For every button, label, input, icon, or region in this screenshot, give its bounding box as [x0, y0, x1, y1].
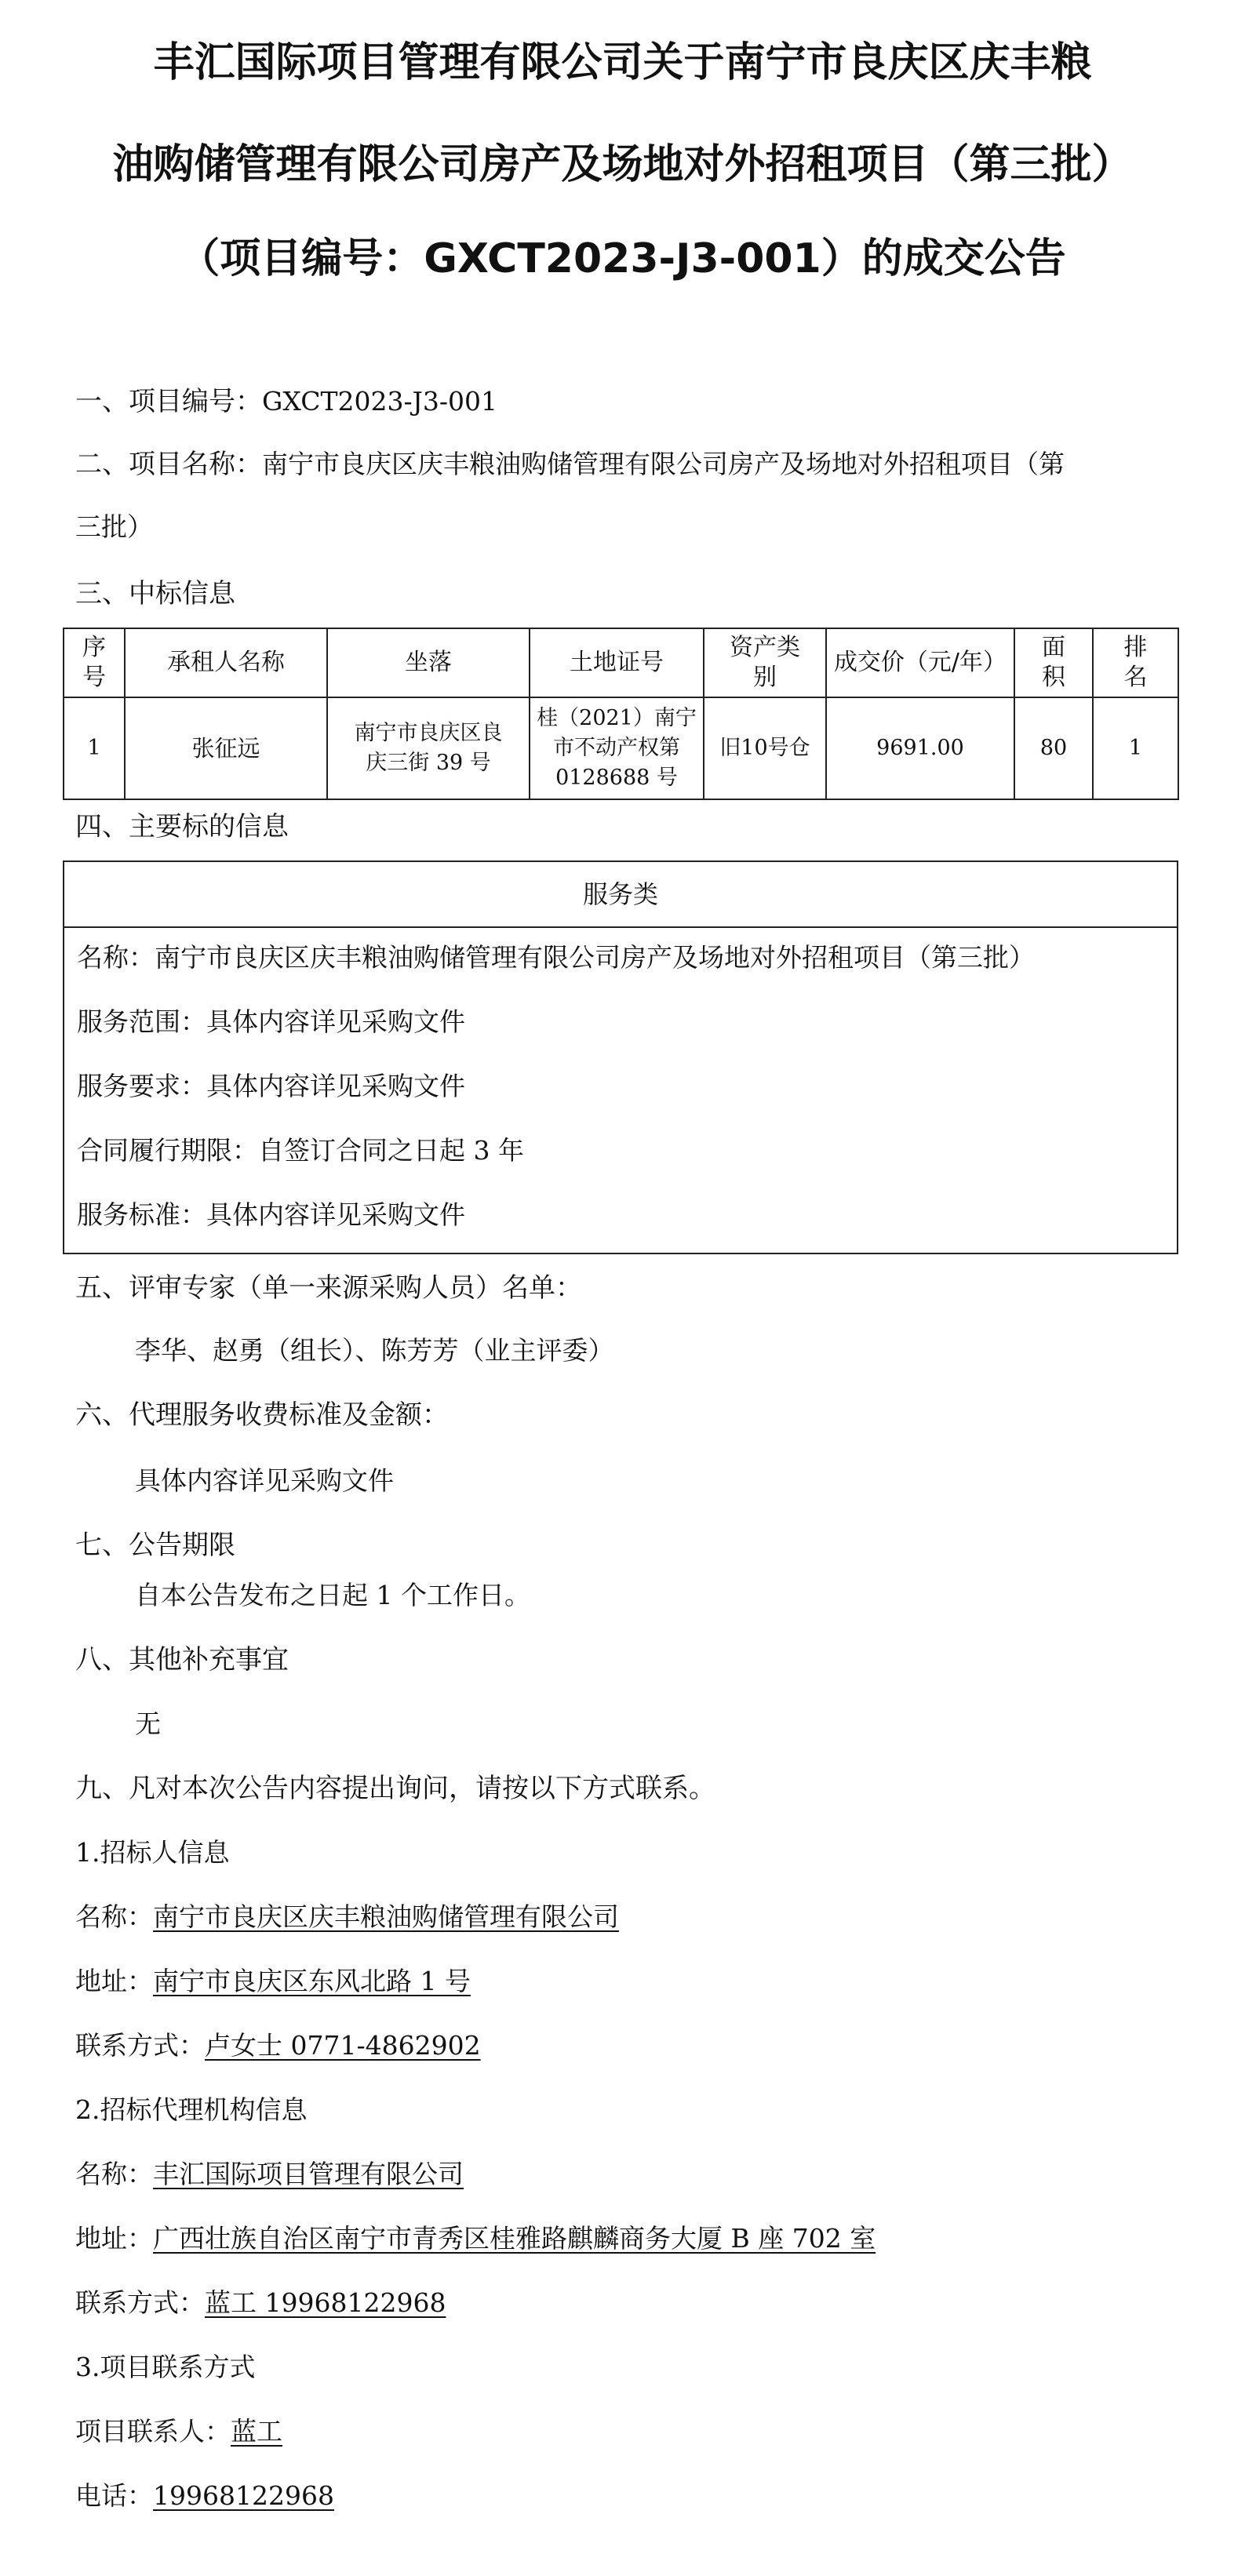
experts-list: 李华、赵勇（组长）、陈芳芳（业主评委） [135, 1335, 614, 1366]
notice-period-value: 自本公告发布之日起 1 个工作日。 [135, 1580, 530, 1610]
col-lessee: 承租人名称 [125, 628, 327, 697]
project-name-value-2: 三批） [75, 511, 153, 542]
tenderer-address: 南宁市良庆区东风北路 1 号 [153, 1966, 471, 1996]
award-table [63, 628, 1179, 800]
project-person-row: 项目联系人：蓝工 [75, 2416, 282, 2447]
cell-price: 9691.00 [826, 697, 1014, 799]
col-asset-type: 资产类 别 [704, 628, 826, 697]
cell-area: 80 [1014, 697, 1093, 799]
tenderer-contact: 卢女士 0771-4862902 [205, 2030, 481, 2061]
main-subject-heading: 四、主要标的信息 [75, 811, 289, 842]
contact-heading: 九、凡对本次公告内容提出询问，请按以下方式联系。 [75, 1773, 715, 1804]
cell-location: 南宁市良庆区良 庆三街 39 号 [327, 697, 530, 799]
cell-lessee: 张征远 [125, 697, 327, 799]
subject-line-name: 名称：南宁市良庆区庆丰粮油购储管理有限公司房产及场地对外招租项目（第三批） [77, 942, 1035, 973]
agency-fee-value: 具体内容详见采购文件 [135, 1465, 394, 1496]
col-area: 面 积 [1014, 628, 1093, 697]
cell-asset-type: 旧10号仓 [704, 697, 826, 799]
col-location: 坐落 [327, 628, 530, 697]
title-line-2: 油购储管理有限公司房产及场地对外招租项目（第三批） [112, 141, 1133, 188]
cell-seq: 1 [64, 697, 125, 799]
subject-box-title: 服务类 [64, 862, 1177, 928]
cell-land-cert: 桂（2021）南宁 市不动产权第 0128688 号 [530, 697, 704, 799]
title-line-3: （项目编号：GXCT2023-J3-001）的成交公告 [179, 235, 1066, 282]
notice-period-heading: 七、公告期限 [75, 1530, 235, 1561]
col-land-cert: 土地证号 [530, 628, 704, 697]
col-rank: 排 名 [1093, 628, 1178, 697]
tenderer-name-row: 名称：南宁市良庆区庆丰粮油购储管理有限公司 [75, 1901, 619, 1932]
tenderer-address-row: 地址：南宁市良庆区东风北路 1 号 [75, 1966, 471, 1996]
agent-name: 丰汇国际项目管理有限公司 [153, 2159, 464, 2189]
subject-line-requirement: 服务要求：具体内容详见采购文件 [77, 1071, 465, 1101]
agent-contact: 蓝工 19968122968 [205, 2287, 446, 2318]
project-number-row [75, 384, 497, 419]
agent-contact-row: 联系方式：蓝工 19968122968 [75, 2287, 446, 2318]
agent-address: 广西壮族自治区南宁市青秀区桂雅路麒麟商务大厦 B 座 702 室 [153, 2223, 876, 2254]
subject-line-term: 合同履行期限：自签订合同之日起 3 年 [77, 1135, 524, 1166]
project-name-value-1: 南宁市良庆区庆丰粮油购储管理有限公司房产及场地对外招租项目（第 [262, 449, 1065, 479]
subject-line-standard: 服务标准：具体内容详见采购文件 [77, 1199, 465, 1230]
agent-info-heading: 2.招标代理机构信息 [75, 2094, 308, 2125]
project-phone-row: 电话：19968122968 [75, 2480, 334, 2511]
agent-name-row: 名称：丰汇国际项目管理有限公司 [75, 2159, 464, 2189]
table-row [64, 697, 1178, 799]
col-price: 成交价（元/年） [826, 628, 1014, 697]
project-number-label: 一、项目编号： [75, 386, 262, 417]
tenderer-info-heading: 1.招标人信息 [75, 1837, 230, 1868]
cell-rank: 1 [1093, 697, 1178, 799]
project-name-row [75, 447, 1065, 482]
table-header-row [64, 628, 1178, 697]
tenderer-contact-row: 联系方式：卢女士 0771-4862902 [75, 2030, 481, 2061]
title-line-1: 丰汇国际项目管理有限公司关于南宁市良庆区庆丰粮 [153, 39, 1092, 86]
project-contact-heading: 3.项目联系方式 [75, 2352, 256, 2382]
project-person: 蓝工 [231, 2416, 282, 2447]
col-seq: 序 号 [64, 628, 125, 697]
project-name-label: 二、项目名称： [75, 449, 262, 480]
subject-info-box [63, 860, 1178, 1254]
agency-fee-heading: 六、代理服务收费标准及金额： [75, 1399, 449, 1431]
other-matters-value: 无 [135, 1708, 161, 1739]
other-matters-heading: 八、其他补充事宜 [75, 1644, 289, 1675]
experts-heading: 五、评审专家（单一来源采购人员）名单： [75, 1272, 582, 1304]
tenderer-name: 南宁市良庆区庆丰粮油购储管理有限公司 [153, 1901, 619, 1932]
award-info-heading: 三、中标信息 [75, 578, 235, 609]
subject-line-scope: 服务范围：具体内容详见采购文件 [77, 1006, 465, 1037]
project-phone: 19968122968 [153, 2480, 334, 2511]
agent-address-row: 地址：广西壮族自治区南宁市青秀区桂雅路麒麟商务大厦 B 座 702 室 [75, 2223, 876, 2254]
project-number-value: GXCT2023-J3-001 [262, 386, 498, 417]
